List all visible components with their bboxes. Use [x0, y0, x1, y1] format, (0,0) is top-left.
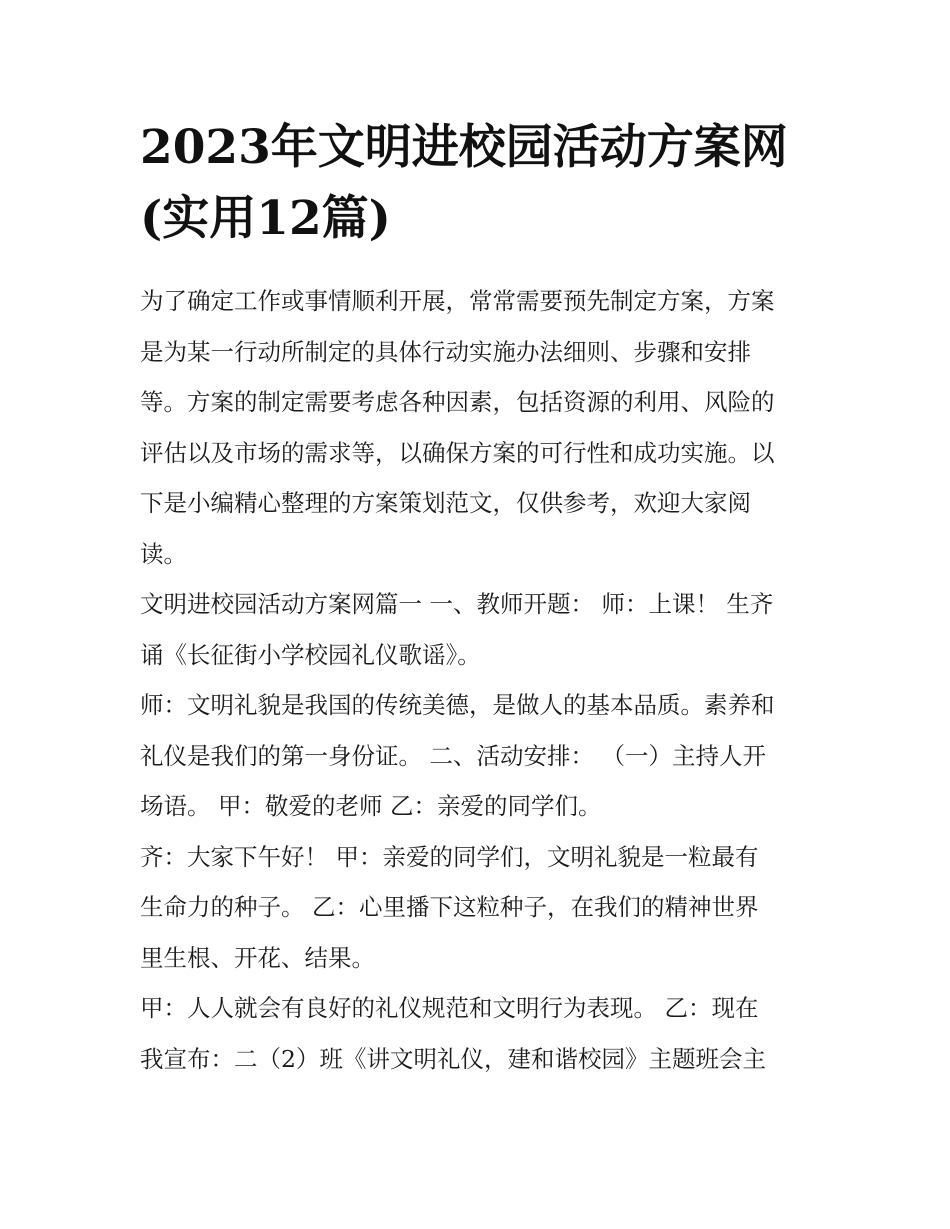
document-body: [140, 276, 820, 1084]
text-line: 场语。 甲：敬爱的老师 乙：亲爱的同学们。: [140, 792, 602, 820]
paragraph-teacher: [140, 680, 820, 832]
text-line: 文明进校园活动方案网篇一 一、教师开题： 师：上课！ 生齐: [140, 590, 774, 618]
text-line: 生命力的种子。 乙：心里播下这粒种子，在我们的精神世界: [140, 893, 759, 921]
text-line: 等。方案的制定需要考虑各种因素，包括资源的利用、风险的: [140, 388, 775, 416]
text-line: 评估以及市场的需求等，以确保方案的可行性和成功实施。以: [140, 438, 775, 467]
text-line: 下是小编精心整理的方案策划范文，仅供参考，欢迎大家阅: [140, 489, 751, 517]
text-line: 齐：大家下午好！ 甲：亲爱的同学们，文明礼貌是一粒最有: [140, 842, 759, 871]
title-line-2: (实用12篇): [140, 191, 391, 246]
text-line: 师：文明礼貌是我国的传统美德，是做人的基本品质。素养和: [140, 691, 775, 719]
paragraph-greeting: [140, 832, 820, 984]
text-line: 读。: [140, 539, 187, 568]
paragraph-intro: [140, 276, 820, 579]
title-line-1: 2023年文明进校园活动方案网: [140, 120, 788, 175]
text-line: 我宣布：二（2）班《讲文明礼仪，建和谐校园》主题班会主: [140, 1044, 766, 1073]
text-line: 里生根、开花、结果。: [140, 943, 375, 972]
text-line: 是为某一行动所制定的具体行动实施办法细则、步骤和安排: [140, 337, 751, 366]
document-title: [140, 112, 820, 254]
paragraph-announcement: [140, 983, 820, 1084]
text-line: 甲：人人就会有良好的礼仪规范和文明行为表现。 乙：现在: [140, 994, 759, 1022]
text-line: 礼仪是我们的第一身份证。 二、活动安排： （一）主持人开: [140, 741, 766, 770]
paragraph-section-one: [140, 579, 820, 680]
text-line: 诵《长征街小学校园礼仪歌谣》。: [140, 640, 481, 669]
text-line: 为了确定工作或事情顺利开展，常常需要预先制定方案，方案: [140, 287, 775, 315]
